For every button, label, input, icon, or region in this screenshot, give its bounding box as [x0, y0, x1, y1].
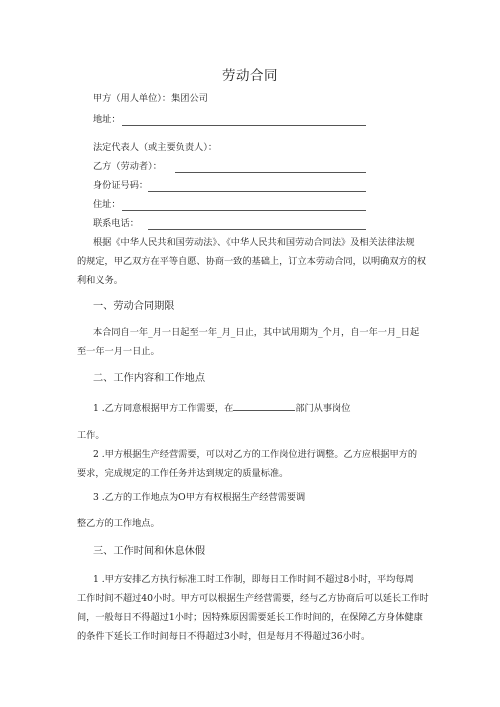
section-heading: 二、工作内容和工作地点 [93, 373, 206, 384]
section-heading: 三、工作时间和休息休假 [93, 546, 206, 557]
phone-label: 联系电话： [93, 218, 139, 229]
id-number-field-line [148, 191, 366, 192]
section-line [93, 401, 350, 415]
item-text: 部门从事岗位 [295, 403, 351, 414]
department-blank [233, 401, 295, 411]
residence-field-line [122, 210, 366, 211]
phone-field-line [148, 229, 366, 230]
section-line: 工作时间不超过40小时。甲方可以根据生产经营需要，经与乙方协商后可以延长工作时 [77, 593, 429, 604]
section-line: 本合同自一年_月一日起至一年_月_日止，其中试用期为_个月，自一年一月_日起 [93, 327, 420, 338]
intro-line: 根据《中华人民共和国劳动法》、《中华人民共和国劳动合同法》及相关法律法规 [93, 237, 415, 248]
section-line: 间，一般每日不得超过1小时；因特殊原因需要延长工作时间的，在保障乙方身体健康 [77, 612, 423, 623]
party-b-label: 乙方（劳动者）： [93, 161, 162, 172]
address-label: 地址： [93, 114, 121, 125]
section-line: 3 .乙方的工作地点为O甲方有权根据生产经营需要调 [93, 492, 306, 503]
legal-rep-label: 法定代表人（或主要负责人）： [93, 142, 218, 153]
party-b-field-line [175, 172, 366, 173]
party-a-label: 甲方（用人单位）：集团公司 [93, 93, 208, 104]
section-line: 至一年一月一日止。 [77, 346, 160, 357]
section-line: 2 .甲方根据生产经营需要，可以对乙方的工作岗位进行调整。乙方应根据甲方的 [93, 449, 418, 460]
address-field-line [122, 125, 366, 126]
section-line: 1 .甲方安排乙方执行标准工时工作制，即每日工作时间不超过8小时，平均每周 [93, 574, 414, 585]
residence-label: 住址： [93, 199, 121, 210]
section-heading: 一、劳动合同期限 [93, 301, 175, 312]
intro-line: 的规定，甲乙双方在平等自愿、协商一致的基础上，订立本劳动合同，以明确双方的权 [77, 256, 427, 267]
item-text: 1 .乙方同意根据甲方工作需要，在 [93, 403, 234, 414]
section-line: 整乙方的工作地点。 [77, 518, 160, 529]
section-line: 的条件下延长工作时间每日不得超过3小时，但是每月不得超过36小时。 [77, 631, 371, 642]
section-line: 工作。 [77, 430, 105, 441]
document-title: 劳动合同 [222, 68, 278, 84]
id-number-label: 身份证号码： [93, 180, 149, 191]
section-line: 要求，完成规定的工作任务并达到规定的质量标准。 [77, 468, 289, 479]
intro-line: 利和义务。 [77, 275, 123, 286]
